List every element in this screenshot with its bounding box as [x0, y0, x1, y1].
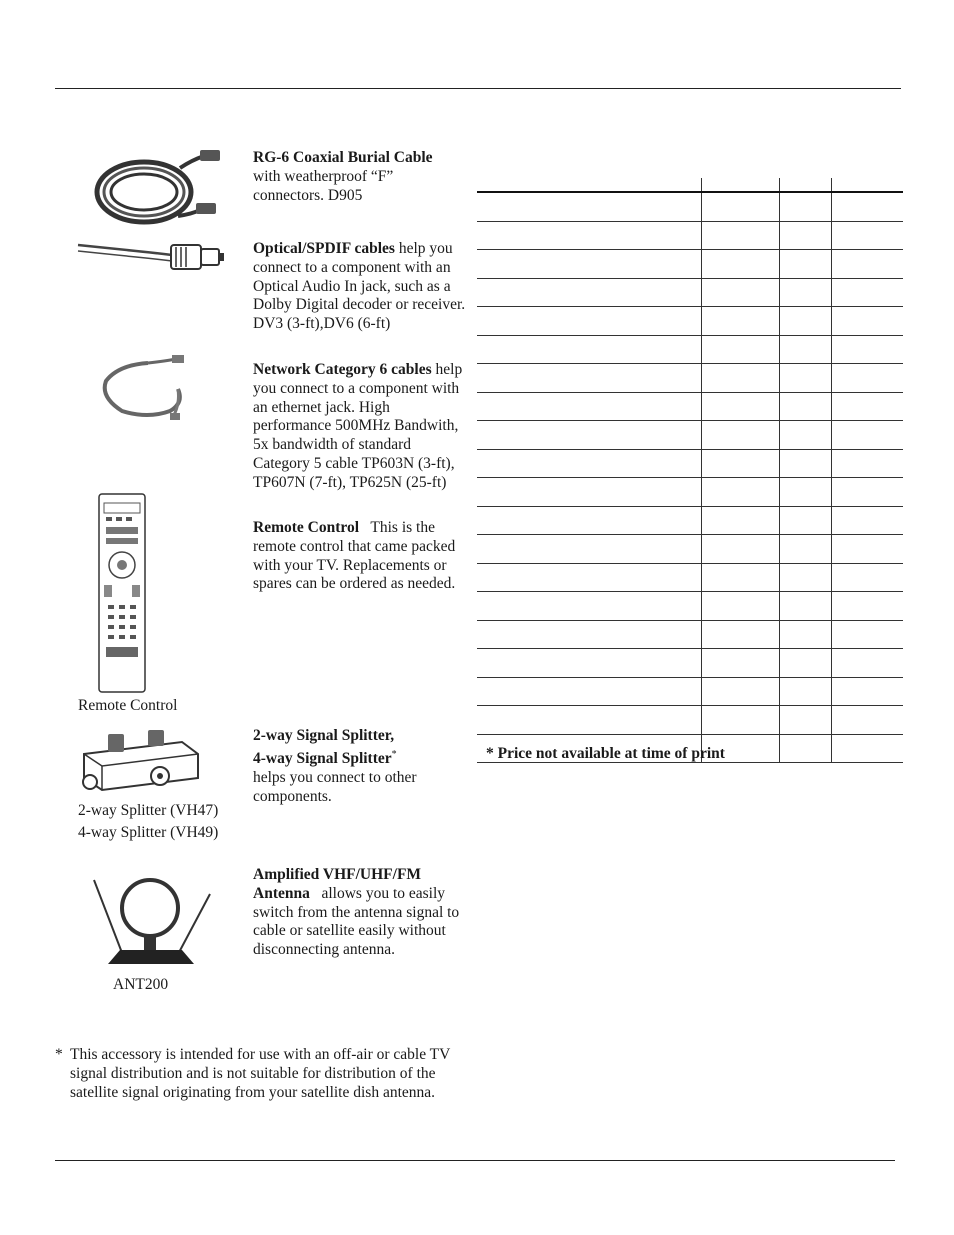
coaxial-cable-image: [92, 146, 227, 234]
item-text: helps you connect to other components.: [253, 768, 417, 805]
splitter-caption-4way: 4-way Splitter (VH49): [78, 824, 219, 841]
footnote-mark: *: [391, 748, 397, 760]
remote-control-description: [253, 519, 468, 594]
item-text: help you connect to a component with an ethernet jack. High performance 500MHz Bandwith, 5x bandwidth of standard Category 5 cable TP603N (3-ft), TP607N (7-ft), TP625N (25-ft): [253, 361, 463, 491]
network-cable-image: [98, 353, 190, 423]
coaxial-cable-description: [253, 149, 468, 205]
price-table-header-row: [477, 178, 903, 193]
item-text: help you connect to a component with an Optical Audio In jack, such as a Dolby Digital decoder or receiver. DV3 (3-ft),DV6 (6-ft): [253, 240, 466, 333]
table-row: [477, 307, 903, 336]
optical-cable-description: [253, 240, 468, 334]
table-row: [477, 507, 903, 536]
item-name: 2-way Signal Splitter,: [253, 727, 395, 744]
header-rule: [55, 88, 901, 89]
item-text: with weatherproof “F” connectors. D905: [253, 167, 394, 204]
table-row: [477, 336, 903, 365]
antenna-caption: ANT200: [113, 976, 169, 993]
footer-rule: [55, 1160, 895, 1161]
table-row: [477, 592, 903, 621]
item-name: Amplified VHF/UHF/FM Antenna: [253, 866, 422, 902]
table-row: [477, 364, 903, 393]
table-row: [477, 193, 903, 222]
item-name: 4-way Signal Splitter: [253, 749, 392, 767]
remote-control-caption: Remote Control: [78, 697, 178, 714]
item-name: Optical/SPDIF cables: [253, 240, 395, 257]
remote-control-image: [98, 493, 146, 693]
antenna-image: [88, 868, 218, 972]
item-name: Network Category 6 cables: [253, 361, 432, 378]
signal-splitter-image: [78, 728, 204, 794]
signal-splitter-description: [253, 727, 468, 806]
table-row: [477, 393, 903, 422]
footnote-mark: *: [55, 1046, 63, 1063]
table-row: [477, 279, 903, 308]
table-row: [477, 478, 903, 507]
price-table-note: * Price not available at time of print: [486, 745, 725, 762]
table-row: [477, 678, 903, 707]
table-row: [477, 450, 903, 479]
table-row: [477, 421, 903, 450]
network-cable-description: [253, 361, 468, 493]
table-row: [477, 621, 903, 650]
item-name: RG-6 Coaxial Burial Cable: [253, 149, 433, 166]
item-text: This is the remote control that came packed with your TV. Replacements or spares can be ordered as needed.: [253, 519, 456, 593]
optical-cable-image: [76, 237, 226, 279]
splitter-caption-2way: 2-way Splitter (VH47): [78, 802, 219, 819]
table-row: [477, 250, 903, 279]
item-name: Remote Control: [253, 519, 360, 536]
antenna-description: [253, 866, 468, 960]
footnote-text: This accessory is intended for use with an off-air or cable TV signal distribution and is not suitable for distribution of the satellite signal originating from your satellite dish antenna.: [70, 1046, 451, 1101]
footnote: [55, 1046, 455, 1102]
table-row: [477, 564, 903, 593]
item-text: allows you to easily switch from the antenna signal to cable or satellite easily without disconnecting antenna.: [253, 884, 460, 959]
price-table: [477, 178, 903, 763]
table-row: [477, 535, 903, 564]
table-row: [477, 706, 903, 735]
table-row: [477, 222, 903, 251]
table-row: [477, 649, 903, 678]
